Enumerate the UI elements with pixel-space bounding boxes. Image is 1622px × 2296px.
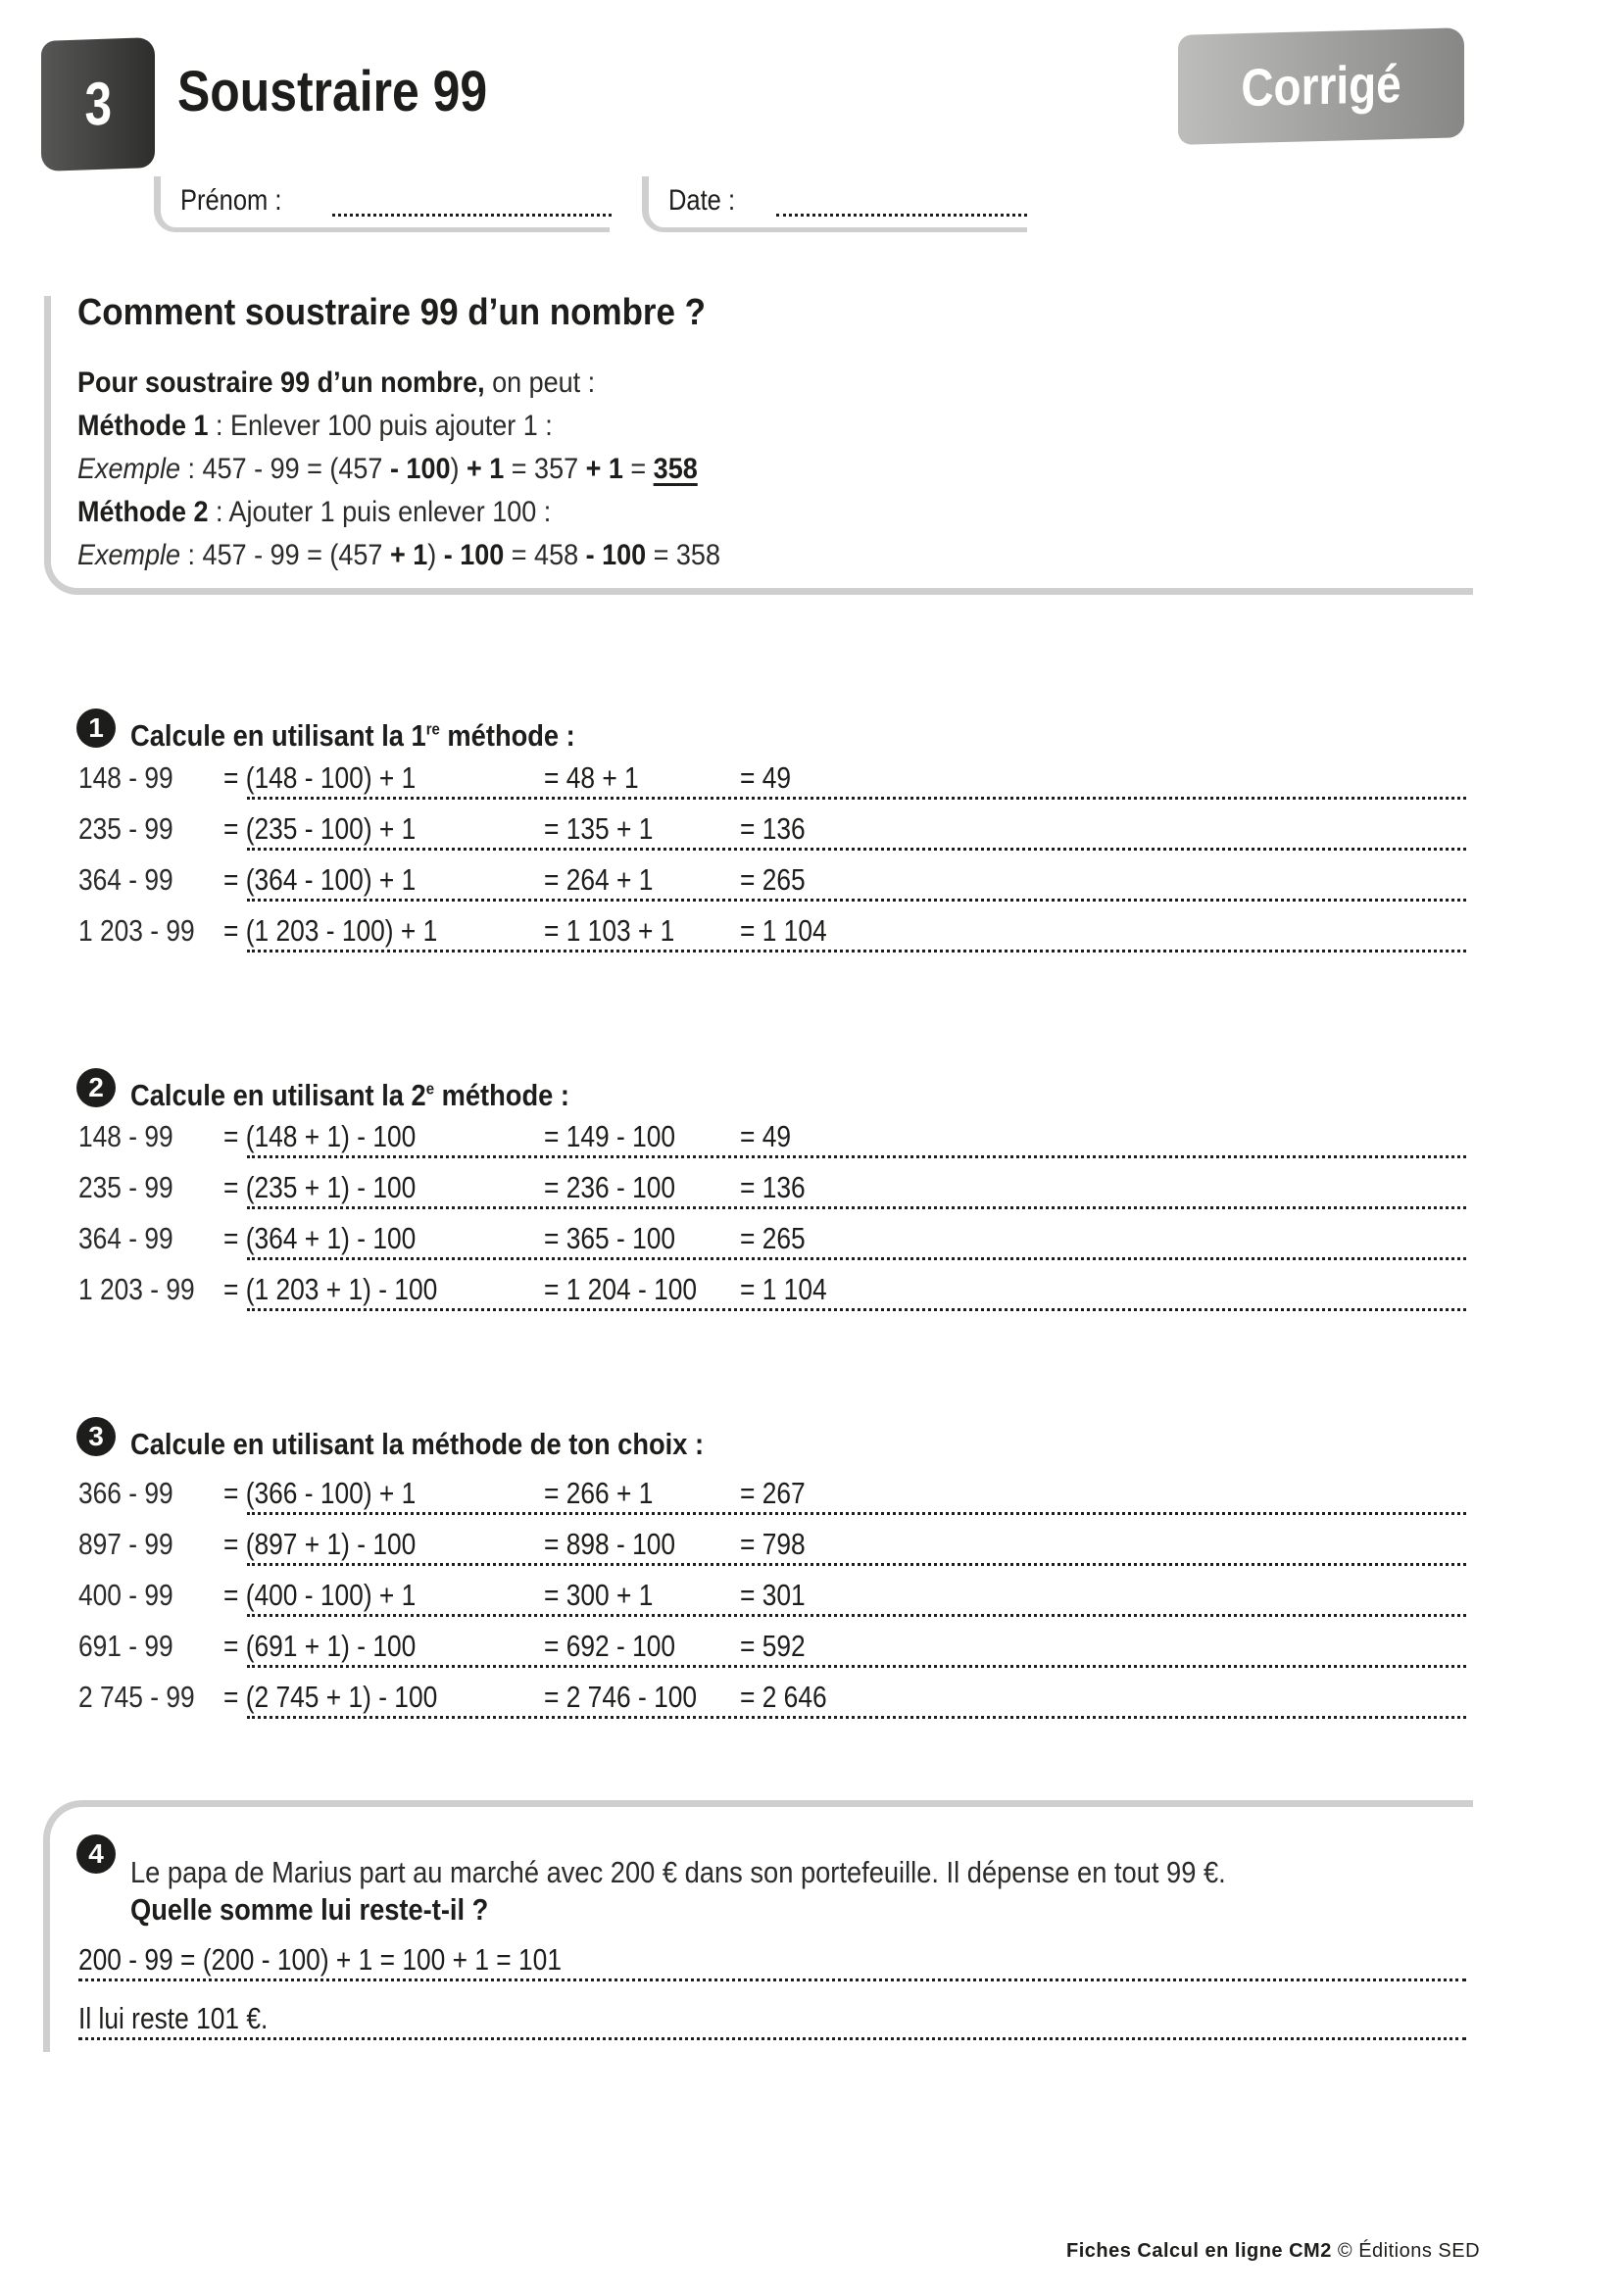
exercise-row[interactable] [78,1172,1466,1211]
row-step1: = (235 - 100) + 1 [223,811,417,846]
row-result: = 2 646 [740,1680,827,1714]
example2-part: ) [427,539,444,571]
example1-part: ) [450,453,467,485]
example2-bold: - 100 [443,539,505,571]
example2-part: = 458 [504,539,586,571]
exercise-row[interactable] [78,1682,1466,1721]
exercise-row[interactable] [78,1478,1466,1517]
example1-part: = 357 [504,453,586,485]
exercise-heading-text: Calcule en utilisant la méthode de ton choix : [130,1427,705,1461]
row-step2: = 266 + 1 [544,1476,654,1510]
exercise-heading-text: méthode : [434,1078,569,1112]
row-expression: 364 - 99 [78,862,173,897]
sheet-number: 3 [84,70,112,139]
exercise-row[interactable] [78,813,1466,853]
row-expression: 148 - 99 [78,1119,173,1153]
rule-example1 [77,453,698,486]
answer-dotted-line [78,2037,1466,2040]
exercise-number-icon: 3 [76,1417,116,1456]
row-step2: = 1 103 + 1 [544,913,675,948]
problem-number-icon: 4 [76,1834,116,1874]
answer-dotted-line [247,1257,1466,1260]
problem-question: Quelle somme lui reste-t-il ? [130,1892,489,1927]
example2-bold: - 100 [585,539,647,571]
row-step2: = 692 - 100 [544,1629,676,1663]
row-step2: = 135 + 1 [544,811,654,846]
row-step2: = 2 746 - 100 [544,1680,698,1714]
exercise-heading [130,718,575,754]
example1-part: = [622,453,654,485]
first-name-label: Prénom : [180,184,282,217]
exercise-row[interactable] [78,1121,1466,1160]
rule-intro-bold: Pour soustraire 99 d’un nombre, [77,366,485,399]
exercise-heading-sup: e [425,1079,435,1099]
row-result: = 49 [740,1119,792,1153]
answer-dotted-line [247,797,1466,800]
row-step2: = 300 + 1 [544,1578,654,1612]
exercise-row[interactable] [78,1580,1466,1619]
example2-label: Exemple [77,539,181,571]
row-step1: = (2 745 + 1) - 100 [223,1680,438,1714]
exercise-heading-text: méthode : [439,718,575,753]
date-field[interactable] [642,176,1027,232]
row-step1: = (148 + 1) - 100 [223,1119,417,1153]
row-result: = 136 [740,1170,806,1204]
date-label: Date : [668,184,736,217]
exercise-row[interactable] [78,915,1466,954]
exercise-row[interactable] [78,1223,1466,1262]
answer-key-badge [1178,27,1464,145]
answer-dotted-line [247,1716,1466,1719]
method2-label: Méthode 2 [77,496,209,528]
row-result: = 592 [740,1629,806,1663]
rule-intro [77,366,595,400]
row-step1: = (897 + 1) - 100 [223,1527,417,1561]
row-expression: 148 - 99 [78,760,173,795]
row-step2: = 1 204 - 100 [544,1272,698,1306]
row-expression: 235 - 99 [78,1170,173,1204]
date-blank[interactable] [776,214,1027,217]
answer-sentence: Il lui reste 101 €. [78,2001,269,2035]
row-expression: 1 203 - 99 [78,1272,195,1306]
rule-title: Comment soustraire 99 d’un nombre ? [77,292,707,333]
answer-dotted-line [78,1978,1466,1981]
rule-intro-rest: on peut : [484,366,596,399]
first-name-field[interactable] [154,176,610,232]
exercise-number-icon: 2 [76,1068,116,1107]
answer-dotted-line [247,1308,1466,1311]
example1-bold: + 1 [585,453,623,485]
sheet-number-badge [41,37,155,171]
row-result: = 136 [740,811,806,846]
row-result: = 301 [740,1578,806,1612]
row-expression: 1 203 - 99 [78,913,195,948]
answer-dotted-line [247,899,1466,902]
row-expression: 400 - 99 [78,1578,173,1612]
row-step2: = 264 + 1 [544,862,654,897]
row-result: = 267 [740,1476,806,1510]
first-name-blank[interactable] [332,214,612,217]
row-step1: = (1 203 - 100) + 1 [223,913,438,948]
answer-calc: 200 - 99 = (200 - 100) + 1 = 100 + 1 = 101 [78,1942,562,1977]
method2-text: : Ajouter 1 puis enlever 100 : [208,496,552,528]
method1-text: : Enlever 100 puis ajouter 1 : [208,410,553,442]
row-step1: = (400 - 100) + 1 [223,1578,417,1612]
example2-part: : 457 - 99 = (457 [180,539,390,571]
example1-label: Exemple [77,453,181,485]
exercise-row[interactable] [78,1274,1466,1313]
footer-book: Fiches Calcul en ligne CM2 [1066,2240,1332,2262]
exercise-heading-text: Calcule en utilisant la 2 [130,1078,426,1112]
exercise-number-icon: 1 [76,708,116,748]
example2-bold: + 1 [389,539,428,571]
answer-dotted-line [247,1155,1466,1158]
example1-part: : 457 - 99 = (457 [180,453,390,485]
row-expression: 691 - 99 [78,1629,173,1663]
answer-dotted-line [247,1512,1466,1515]
row-step1: = (148 - 100) + 1 [223,760,417,795]
exercise-row[interactable] [78,1529,1466,1568]
answer-key-label: Corrigé [1241,54,1401,119]
exercise-row[interactable] [78,864,1466,904]
footer [1066,2240,1480,2263]
example1-bold: + 1 [466,453,505,485]
rule-method2 [77,496,551,529]
exercise-row[interactable] [78,1631,1466,1670]
row-result: = 1 104 [740,913,827,948]
row-step2: = 365 - 100 [544,1221,676,1255]
answer-dotted-line [247,1563,1466,1566]
row-step1: = (235 + 1) - 100 [223,1170,417,1204]
footer-copyright: © Éditions SED [1331,2240,1481,2262]
rule-example2 [77,539,720,572]
row-expression: 366 - 99 [78,1476,173,1510]
example1-result: 358 [653,453,698,485]
row-expression: 2 745 - 99 [78,1680,195,1714]
row-step1: = (364 + 1) - 100 [223,1221,417,1255]
row-result: = 49 [740,760,792,795]
exercise-heading-sup: re [425,719,440,739]
answer-line-calc[interactable] [78,1944,1466,1983]
row-result: = 798 [740,1527,806,1561]
row-step1: = (1 203 + 1) - 100 [223,1272,438,1306]
answer-dotted-line [247,1614,1466,1617]
row-result: = 265 [740,862,806,897]
exercise-heading [130,1078,569,1113]
answer-dotted-line [247,848,1466,851]
row-step2: = 236 - 100 [544,1170,676,1204]
example1-bold: - 100 [389,453,451,485]
answer-line-sentence[interactable] [78,2003,1466,2042]
row-expression: 235 - 99 [78,811,173,846]
exercise-heading [130,1427,704,1462]
problem-statement: Le papa de Marius part au marché avec 200 € dans son portefeuille. Il dépense en tout 99 €. [130,1855,1226,1889]
exercise-row[interactable] [78,762,1466,802]
row-step2: = 149 - 100 [544,1119,676,1153]
row-step1: = (366 - 100) + 1 [223,1476,417,1510]
answer-dotted-line [247,1206,1466,1209]
row-step2: = 48 + 1 [544,760,639,795]
exercise-heading-text: Calcule en utilisant la 1 [130,718,426,753]
method1-label: Méthode 1 [77,410,209,442]
row-step1: = (364 - 100) + 1 [223,862,417,897]
row-step1: = (691 + 1) - 100 [223,1629,417,1663]
row-result: = 265 [740,1221,806,1255]
example2-part: = 358 [646,539,720,571]
answer-dotted-line [247,950,1466,953]
row-expression: 364 - 99 [78,1221,173,1255]
row-step2: = 898 - 100 [544,1527,676,1561]
row-result: = 1 104 [740,1272,827,1306]
page-title: Soustraire 99 [177,60,488,123]
row-expression: 897 - 99 [78,1527,173,1561]
answer-dotted-line [247,1665,1466,1668]
rule-method1 [77,410,553,443]
